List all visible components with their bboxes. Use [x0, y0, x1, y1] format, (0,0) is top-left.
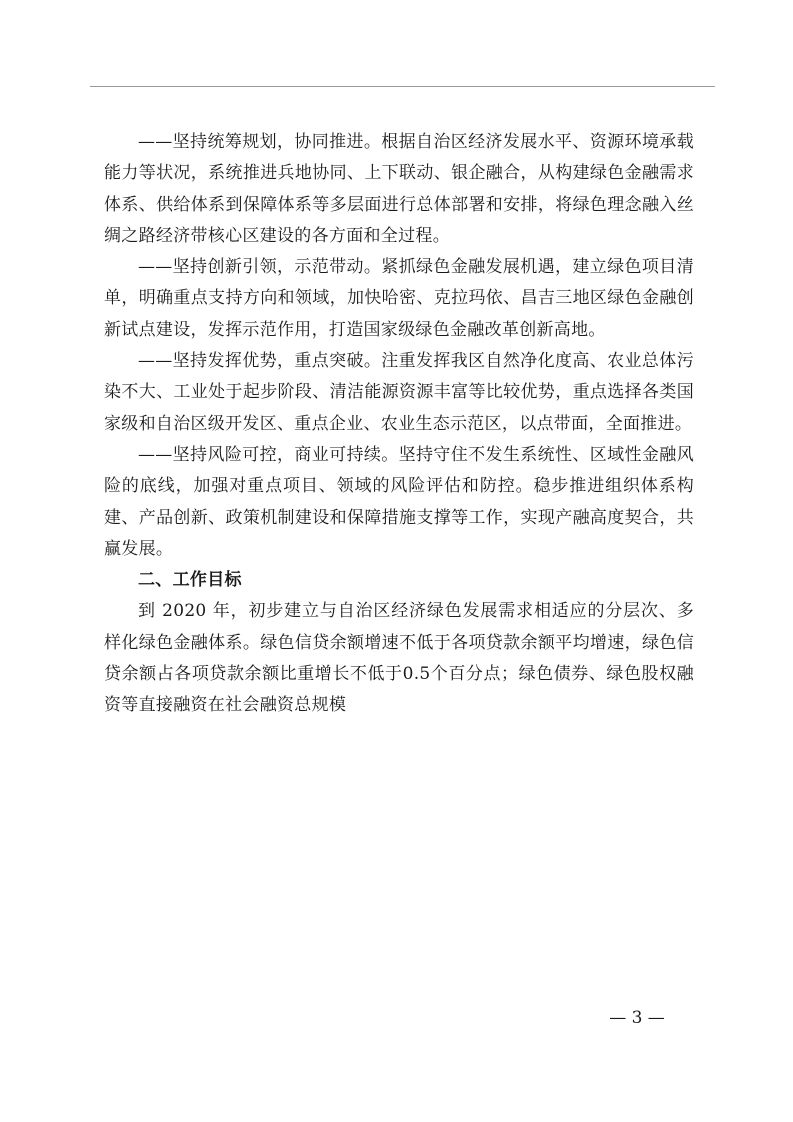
header-rule [90, 86, 715, 87]
principle-paragraph-3: ——坚持发挥优势，重点突破。注重发挥我区自然净化度高、农业总体污染不大、工业处于起步阶段、清洁能源资源丰富等比较优势，重点选择各类国家级和自治区级开发区、重点企业、农业生态示范区，以点带面，全面推进。 [104, 351, 694, 434]
principle-paragraph-1: ——坚持统筹规划，协同推进。根据自治区经济发展水平、资源环境承载能力等状况，系统推进兵地协同、上下联动、银企融合，从构建绿色金融需求体系、供给体系到保障体系等多层面进行总体部署和安排，将绿色理念融入丝绸之路经济带核心区建设的各方面和全过程。 [104, 132, 694, 246]
document-body [104, 127, 694, 722]
goals-paragraph: 到 2020 年，初步建立与自治区经济绿色发展需求相适应的分层次、多样化绿色金融体系。绿色信贷余额增速不低于各项贷款余额平均增速，绿色信贷余额占各项贷款余额比重增长不低于0.5个百分点；绿色债券、绿色股权融资等直接融资在社会融资总规模 [104, 601, 694, 716]
page-number: — 3 — [609, 1008, 665, 1028]
principle-paragraph-4: ——坚持风险可控，商业可持续。坚持守住不发生系统性、区域性金融风险的底线，加强对重点项目、领域的风险评估和防控。稳步推进组织体系构建、产品创新、政策机制建设和保障措施支撑等工作，实现产融高度契合，共赢发展。 [104, 444, 694, 559]
section-heading: 二、工作目标 [138, 570, 242, 591]
principle-paragraph-2: ——坚持创新引领，示范带动。紧抓绿色金融发展机遇，建立绿色项目清单，明确重点支持方向和领域，加快哈密、克拉玛依、昌吉三地区绿色金融创新试点建设，发挥示范作用，打造国家级绿色金融改革创新高地。 [104, 257, 694, 340]
